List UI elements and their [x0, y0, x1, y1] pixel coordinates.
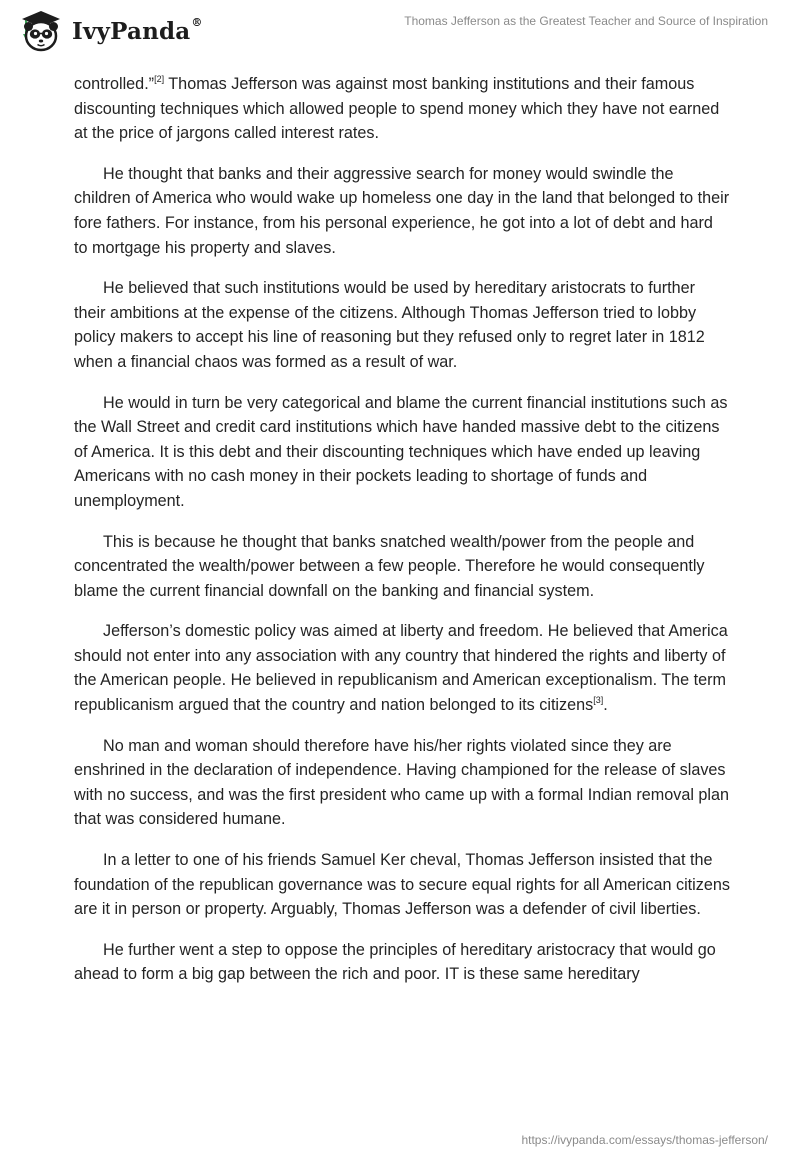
paragraph [74, 734, 730, 832]
paragraph [74, 162, 730, 260]
paragraph [74, 72, 730, 146]
source-url[interactable]: https://ivypanda.com/essays/thomas-jefferson/ [521, 1133, 768, 1147]
panda-graduate-icon [14, 7, 66, 55]
essay-body [74, 72, 730, 1003]
paragraph-text: He believed that such institutions would be used by hereditary aristocrats to further their ambitions at the expense of the citizens. Although Thomas Jefferson tried to lobby policy makers to accept his line of reasoning but they refused only to regret later in 1812 when a financial chaos was formed as a result of war. [74, 279, 705, 371]
paragraph-text: Jefferson’s domestic policy was aimed at liberty and freedom. He believed that America should not enter into any association with any country that hindered the rights and liberty of the American people. He believed in republicanism and American exceptionalism. The term republicanism argued that the country and nation belonged to its citizens [74, 622, 728, 715]
paragraph-text: In a letter to one of his friends Samuel Ker cheval, Thomas Jefferson insisted that the foundation of the republican governance was to secure equal rights for all American citizens are it in person or property. Arguably, Thomas Jefferson was a defender of civil liberties. [74, 851, 730, 919]
paragraph [74, 530, 730, 604]
document-title: Thomas Jefferson as the Greatest Teacher and Source of Inspiration [404, 14, 768, 28]
paragraph-text: Thomas Jefferson was against most banking institutions and their famous discounting techniques which allowed people to spend money which they have not earned at the price of jargons called interest rates. [74, 75, 720, 143]
page-header [0, 0, 800, 62]
paragraph-text: This is because he thought that banks snatched wealth/power from the people and concentrated the wealth/power between a few people. Therefore he would consequently blame the current financial downfall on the banking and financial system. [74, 532, 705, 600]
paragraph-text: . [603, 696, 608, 715]
paragraph [74, 619, 730, 717]
paragraph [74, 938, 730, 987]
footnote-ref[interactable]: [2] [154, 73, 165, 84]
brand-name: IvyPanda® [72, 15, 203, 45]
paragraph [74, 276, 730, 374]
paragraph [74, 848, 730, 922]
footnote-ref[interactable]: [3] [593, 694, 604, 705]
paragraph [74, 391, 730, 514]
paragraph-text: No man and woman should therefore have his/her rights violated since they are enshrined in the declaration of independence. Having championed for the release of slaves with no success, and was the first president who came up with a formal Indian removal plan that was considered humane. [74, 736, 730, 829]
paragraph-text: controlled.” [74, 75, 155, 93]
paragraph-text: He would in turn be very categorical and blame the current financial institutions such as the Wall Street and credit card institutions which have handed massive debt to the citizens of America. It is this debt and their discounting techniques which have ended up leaving Americans with no cash money in their pockets leading to shortage of funds and unemployment. [74, 393, 728, 510]
ivypanda-logo[interactable] [14, 6, 203, 56]
paragraph-text: He thought that banks and their aggressive search for money would swindle the children of America who would wake up homeless one day in the land that belonged to their fore fathers. For instance, from his personal experience, he got into a lot of debt and hard to mortgage his property and slaves. [74, 164, 730, 257]
paragraph-text: He further went a step to oppose the principles of hereditary aristocracy that would go ahead to form a big gap between the rich and poor. IT is these same hereditary [74, 940, 716, 984]
